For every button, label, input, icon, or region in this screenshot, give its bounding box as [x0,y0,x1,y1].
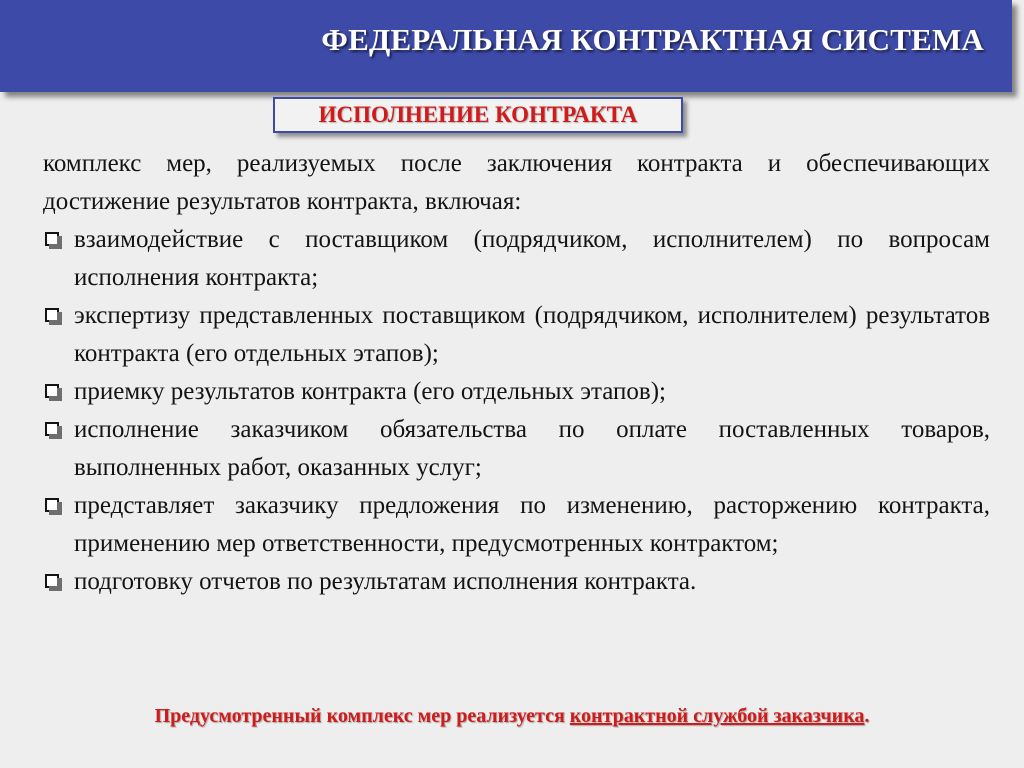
list-item-text: представляет заказчику предложения по изменению, расторжению контракта, применению мер ответственности, предусмотренных контрактом; [74,492,990,557]
checkbox-bullet-icon [45,422,59,436]
measures-list [43,221,990,601]
list-item [43,221,990,297]
list-item [43,297,990,373]
checkbox-bullet-icon [45,574,59,588]
footer-end: . [864,705,870,727]
list-item-text: взаимодействие с поставщиком (подрядчиком, исполнителем) по вопросам исполнения контракта; [74,226,990,291]
title-bar [0,0,1012,92]
list-item [43,373,990,411]
list-item-text: экспертизу представленных поставщиком (подрядчиком, исполнителем) результатов контракта (его отдельных этапов); [74,302,990,367]
list-item-text: приемку результатов контракта (его отдельных этапов); [74,378,666,405]
list-item-text: исполнение заказчиком обязательства по оплате поставленных товаров, выполненных работ, оказанных услуг; [74,416,990,481]
list-item [43,411,990,487]
definition-body [43,145,990,601]
intro-paragraph: комплекс мер, реализуемых после заключения контракта и обеспечивающих достижение результатов контракта, включая: [43,150,990,215]
checkbox-bullet-icon [45,384,59,398]
checkbox-bullet-icon [45,232,59,246]
checkbox-bullet-icon [45,308,59,322]
footer-note [0,705,1024,728]
page-title: ФЕДЕРАЛЬНАЯ КОНТРАКТНАЯ СИСТЕМА [321,22,984,57]
list-item-text: подготовку отчетов по результатам исполнения контракта. [74,568,697,595]
footer-text: Предусмотренный комплекс мер реализуется [154,705,570,727]
section-heading: ИСПОЛНЕНИЕ КОНТРАКТА [318,102,638,127]
list-item [43,487,990,563]
contract-service-link: контрактной службой заказчика [569,705,865,727]
list-item [43,563,990,601]
section-heading-box [273,97,683,133]
checkbox-bullet-icon [45,498,59,512]
